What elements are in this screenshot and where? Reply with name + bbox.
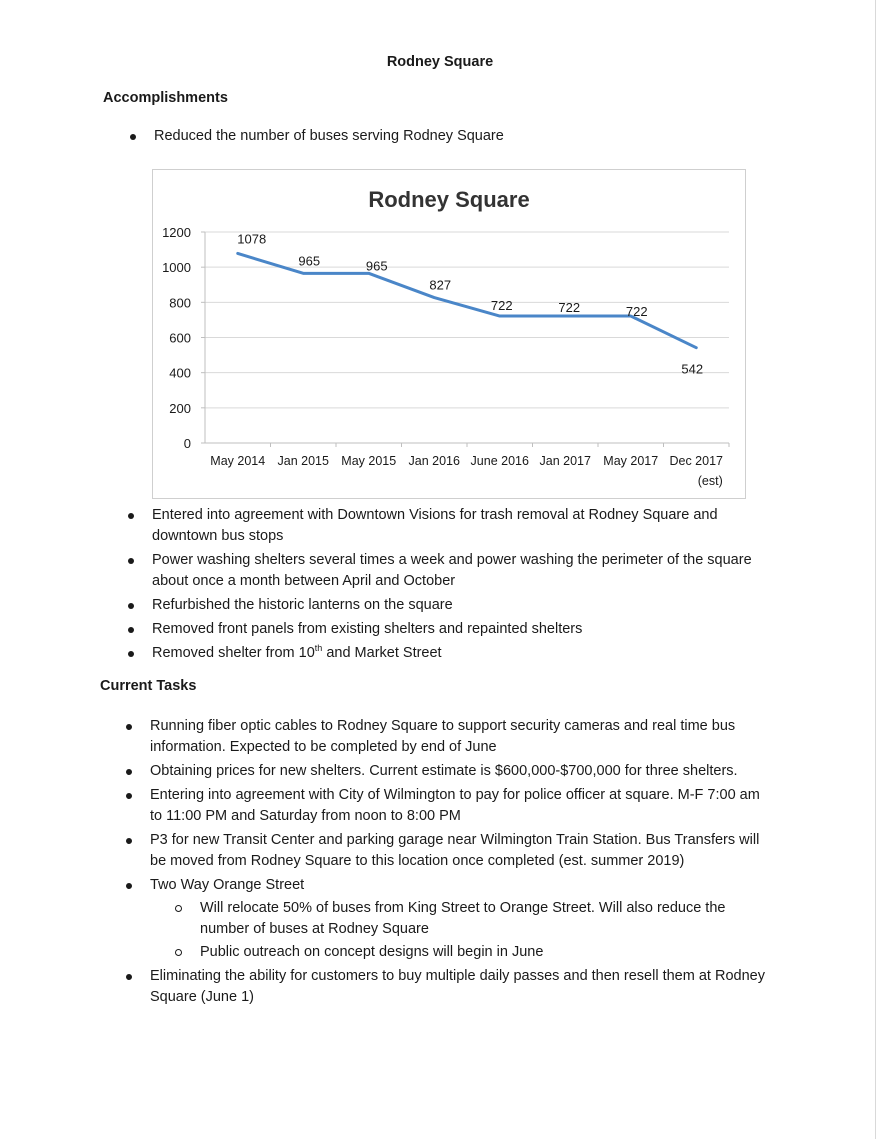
x-tick-label: Dec 2017 [669, 454, 724, 468]
data-label: 542 [681, 361, 704, 377]
bullet-icon [126, 974, 132, 980]
x-tick-label: May 2017 [603, 454, 659, 468]
data-label: 1078 [237, 231, 267, 247]
x-tick-label: June 2016 [470, 454, 529, 468]
data-label: 722 [558, 300, 581, 316]
list-item: P3 for new Transit Center and parking garage near Wilmington Train Station. Bus Transfers will be moved from Rodney Square to this location once completed (est. summer 2019) [150, 830, 775, 872]
list-item: Refurbished the historic lanterns on the square [152, 595, 767, 616]
bullet-icon [128, 513, 134, 519]
list-item: Removed front panels from existing shelters and repainted shelters [152, 619, 767, 640]
rodney-square-chart [152, 169, 746, 499]
bullet-icon [126, 883, 132, 889]
bullet-icon [126, 724, 132, 730]
y-tick-label: 400 [169, 365, 191, 381]
accomplishments-list [152, 505, 767, 664]
accomplishments-first-list [154, 126, 774, 147]
y-tick-label: 800 [169, 295, 191, 311]
x-tick-label: May 2015 [341, 454, 397, 468]
x-tick-label: Jan 2016 [408, 454, 460, 468]
line-chart [153, 170, 745, 498]
bullet-icon [128, 627, 134, 633]
hollow-bullet-icon [175, 905, 182, 912]
list-item: Eliminating the ability for customers to buy multiple daily passes and then resell them at Rodney Square (June 1) [150, 966, 775, 1008]
data-label: 722 [625, 304, 648, 320]
list-item: Obtaining prices for new shelters. Current estimate is $600,000-$700,000 for three shelters. [150, 761, 775, 782]
page-edge [875, 0, 876, 1139]
y-tick-label: 1000 [162, 260, 191, 276]
list-item: Running fiber optic cables to Rodney Square to support security cameras and real time bus information. Expected to be completed by end of June [150, 716, 775, 758]
hollow-bullet-icon [175, 949, 182, 956]
data-label: 965 [298, 253, 321, 269]
list-item: Reduced the number of buses serving Rodney Square [154, 126, 774, 147]
bullet-icon [126, 838, 132, 844]
x-tick-label: Jan 2015 [277, 454, 329, 468]
y-tick-label: 200 [169, 400, 191, 416]
sub-list-item: Public outreach on concept designs will begin in June [150, 942, 775, 963]
data-label: 965 [365, 258, 388, 274]
data-label: 827 [429, 277, 452, 293]
sub-list-item: Will relocate 50% of buses from King Street to Orange Street. Will also reduce the number of buses at Rodney Square [150, 898, 775, 940]
current-tasks-heading: Current Tasks [100, 678, 197, 694]
bullet-icon [128, 558, 134, 564]
chart-title: Rodney Square [368, 187, 530, 212]
y-tick-label: 600 [169, 330, 191, 346]
list-item: Entered into agreement with Downtown Visions for trash removal at Rodney Square and downtown bus stops [152, 505, 767, 547]
y-tick-label: 0 [183, 436, 191, 451]
x-tick-label-continued: (est) [697, 474, 723, 488]
list-item: Entering into agreement with City of Wilmington to pay for police officer at square. M-F 7:00 am to 11:00 PM and Saturday from noon to 8:00 PM [150, 785, 775, 827]
bullet-icon [126, 769, 132, 775]
sub-list [150, 898, 775, 963]
bullet-icon [128, 603, 134, 609]
list-item: Two Way Orange Street Will relocate 50% of buses from King Street to Orange Street. Will also reduce the number of buses at Rodney Square Public outreach on concept designs will begin in June [150, 875, 775, 963]
y-tick-label: 1200 [162, 225, 191, 240]
x-tick-label: Jan 2017 [539, 454, 591, 468]
x-tick-label: May 2014 [210, 454, 266, 468]
document-title: Rodney Square [386, 54, 494, 70]
bullet-icon [128, 651, 134, 657]
bullet-icon [130, 134, 136, 140]
bullet-icon [126, 793, 132, 799]
accomplishments-heading: Accomplishments [103, 90, 228, 106]
data-label: 722 [490, 298, 513, 314]
list-item: Removed shelter from 10th and Market Street [152, 643, 767, 664]
list-item: Power washing shelters several times a week and power washing the perimeter of the square about once a month between April and October [152, 550, 767, 592]
current-tasks-list [150, 716, 775, 1008]
